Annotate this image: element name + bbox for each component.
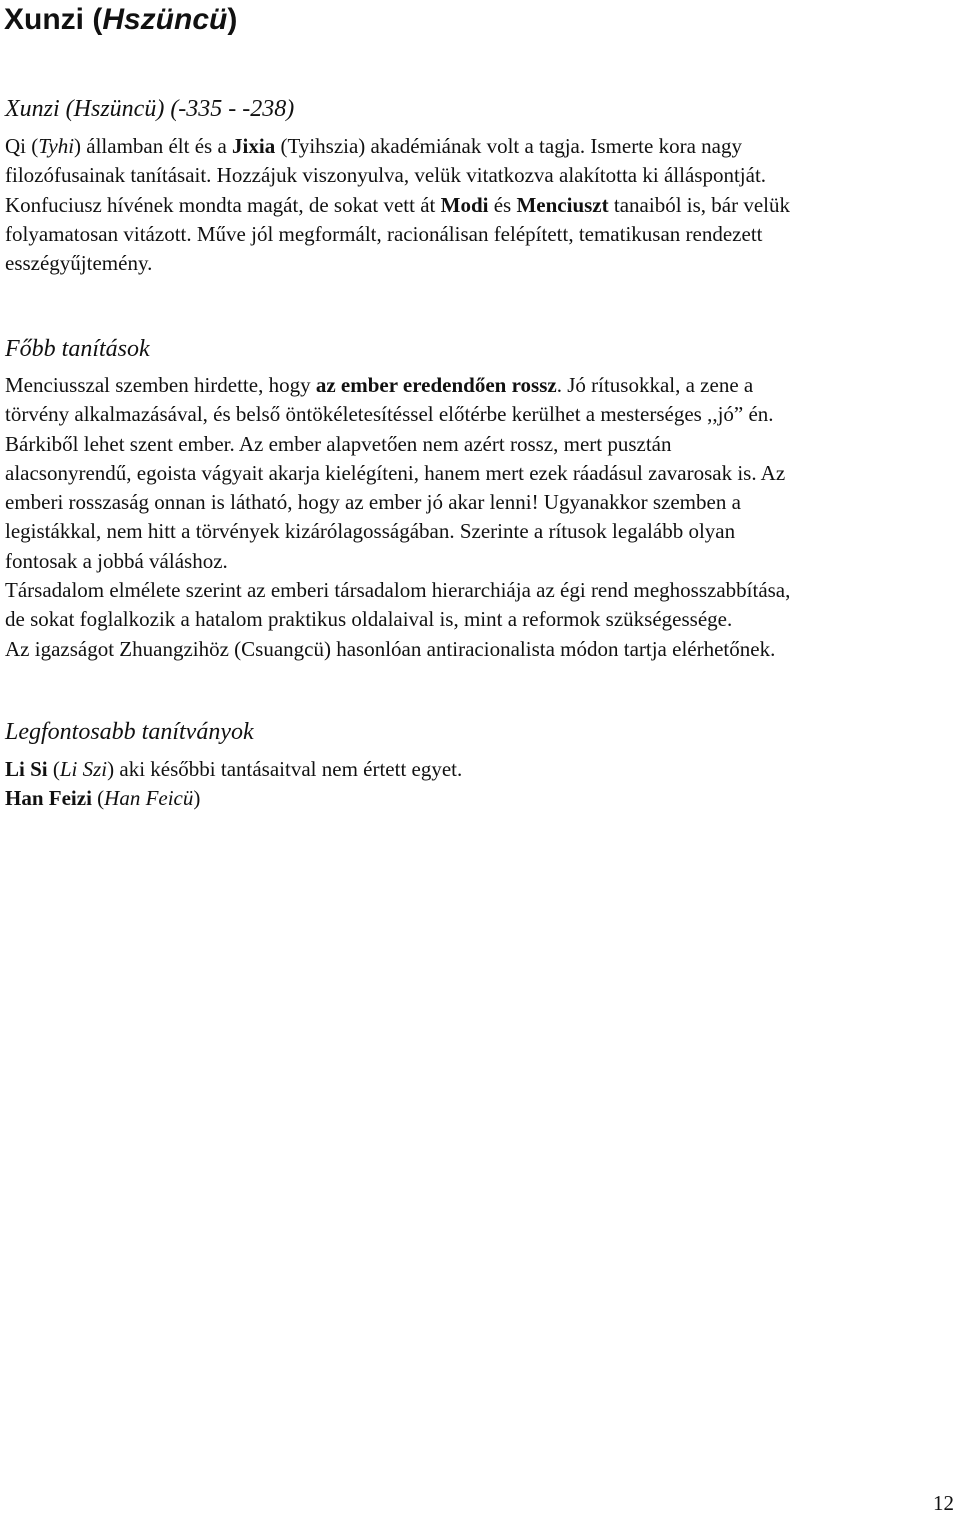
page-number: 12 (933, 1491, 954, 1515)
bio-heading: Xunzi (Hszüncü) (-335 - -238) (5, 96, 295, 122)
teachings-line-1: Menciusszal szemben hirdette, hogy az ember eredendően rossz. Jó rítusokkal, a zene a (5, 373, 754, 397)
bio-line-1: Qi (Tyhi) államban élt és a Jixia (Tyihszia) akadémiának volt a tagja. Ismerte kora nagy (5, 134, 742, 158)
teachings-line-9: de sokat foglalkozik a hatalom praktikus oldalaival is, mint a reformok szükségessége. (5, 607, 733, 632)
title-close: ) (227, 3, 238, 36)
teachings-line-2: törvény alkalmazásával, és belső öntökéletesítéssel előtérbe kerülhet a mesterséges ,,jó” én. (5, 402, 774, 427)
teachings-line-5: emberi rosszaság onnan is látható, hogy az ember jó akar lenni! Ugyanakkor szemben a (5, 490, 741, 515)
teachings-line-10: Az igazságot Zhuangzihöz (Csuangcü) hasonlóan antiracionalista módon tartja elérhetőnek. (5, 636, 776, 661)
bio-line-3: Konfuciusz hívének mondta magát, de sokat vett át Modi és Menciuszt tanaiból is, bár velük (5, 192, 791, 217)
title-italic: Hszüncü (102, 3, 228, 36)
bio-line-2: filozófusainak tanításait. Hozzájuk viszonyulva, velük vitatkozva alakította ki álláspontját. (5, 163, 767, 188)
title-text: Xunzi ( (4, 3, 103, 36)
students-heading: Legfontosabb tanítványok (5, 719, 254, 745)
student-li-si: Li Si (Li Szi) aki későbbi tantásaitval nem értett egyet. (5, 757, 463, 781)
teachings-line-8: Társadalom elmélete szerint az emberi társadalom hierarchiája az égi rend meghosszabbítása, (5, 578, 791, 603)
bio-paragraph (5, 132, 955, 278)
teachings-line-7: fontosak a jobbá váláshoz. (5, 548, 228, 573)
teachings-paragraph (5, 371, 955, 664)
bio-line-4: folyamatosan vitázott. Műve jól megformált, racionálisan felépített, tematikusan rendezett (5, 221, 763, 246)
teachings-heading: Főbb tanítások (5, 336, 150, 362)
teachings-line-4: alacsonyrendű, egoista vágyait akarja kielégíteni, hanem mert ezek ráadásul zavarosak is. Az (5, 460, 786, 485)
page-title (4, 0, 237, 40)
students-list (5, 755, 955, 814)
teachings-line-3: Bárkiből lehet szent ember. Az ember alapvetően nem azért rossz, mert pusztán (5, 431, 672, 456)
teachings-line-6: legistákkal, nem hitt a törvények kizárólagosságában. Szerinte a rítusok legalább olyan (5, 519, 736, 544)
student-han-feizi: Han Feizi (Han Feicü) (5, 786, 201, 811)
bio-line-5: esszégyűjtemény. (5, 251, 153, 276)
